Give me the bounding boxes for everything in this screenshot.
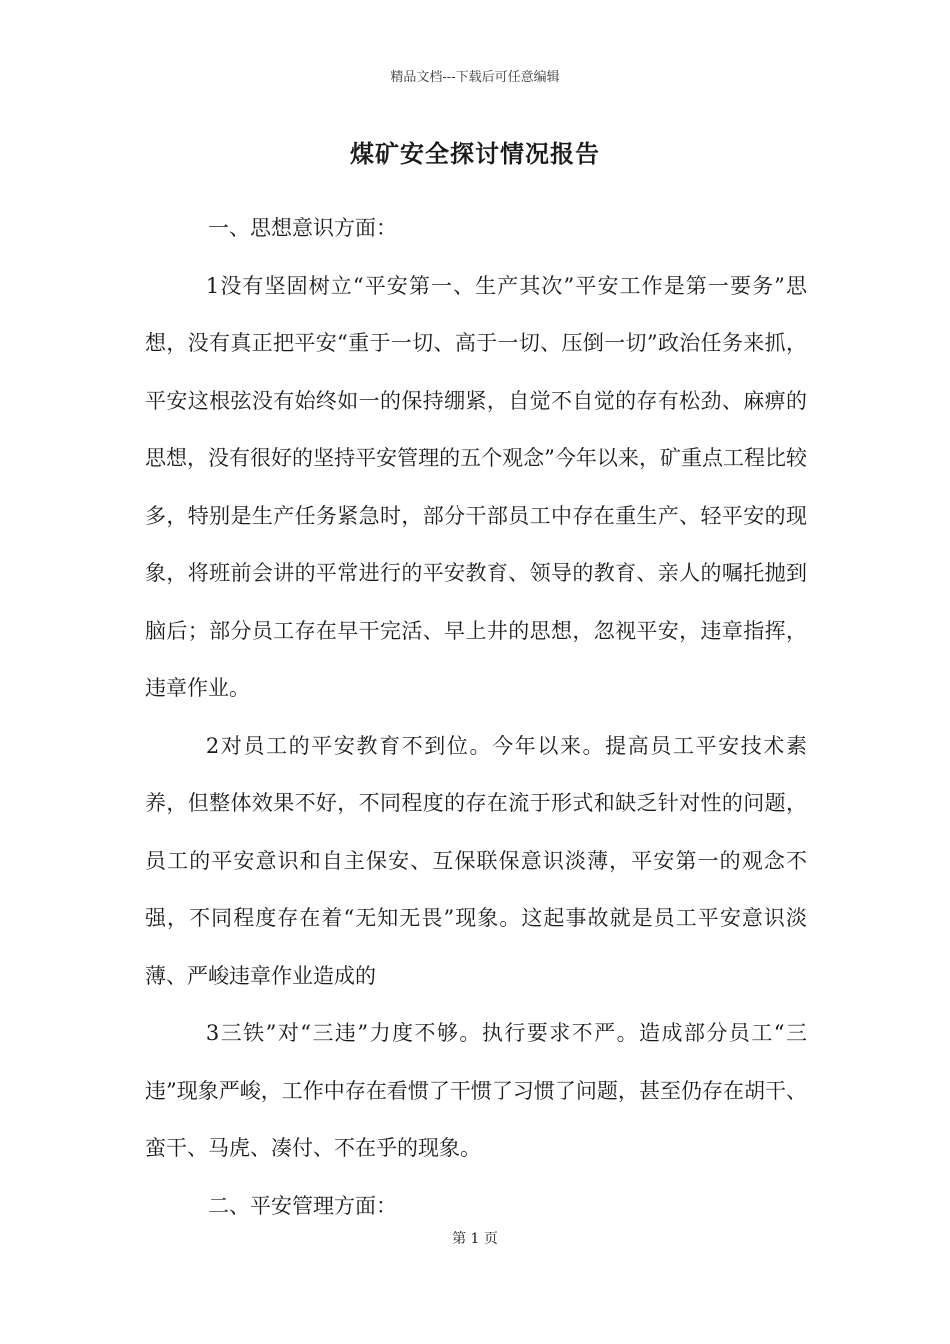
section-heading-1: 一、思想意识方面：	[208, 216, 397, 240]
section-heading-2: 二、平安管理方面：	[208, 1193, 397, 1218]
header-note: 精品文档---下载后可任意编辑	[390, 70, 560, 85]
paragraph-1: 1没有坚固树立“平安第一、生产其次”平安工作是第一要务”思想，没有真正把平安“重于一切、高于一切、压倒一切”政治任务来抓，平安这根弦没有始终如一的保持绷紧，自觉不自觉的存有松劲、麻痹的思想，没有很好的坚持平安管理的五个观念”今年以来，矿重点工程比较多，特别是生产任务紧急时，部分干部员工中存在重生产、轻平安的现象，将班前会讲的平常进行的平安教育、领导的教育、亲人的嘱托抛到脑后；部分员工存在早干完活、早上井的思想，忽视平安，违章指挥，违章作业。	[145, 273, 807, 700]
paragraph-2: 2对员工的平安教育不到位。今年以来。提高员工平安技术素养，但整体效果不好，不同程度的存在流于形式和缺乏针对性的问题，员工的平安意识和自主保安、互保联保意识淡薄，平安第一的观念不强，不同程度存在着“无知无畏”现象。这起事故就是员工平安意识淡薄、严峻违章作业造成的	[145, 733, 807, 988]
paragraph-3: 3三铁”对“三违”力度不够。执行要求不严。造成部分员工“三违”现象严峻，工作中存在看惯了干惯了习惯了问题，甚至仍存在胡干、蛮干、马虎、凑付、不在乎的现象。	[145, 1021, 807, 1160]
document-body	[145, 200, 807, 1235]
document-title: 煤矿安全探讨情况报告	[350, 139, 600, 168]
page-number: 第 1 页	[452, 1231, 498, 1247]
